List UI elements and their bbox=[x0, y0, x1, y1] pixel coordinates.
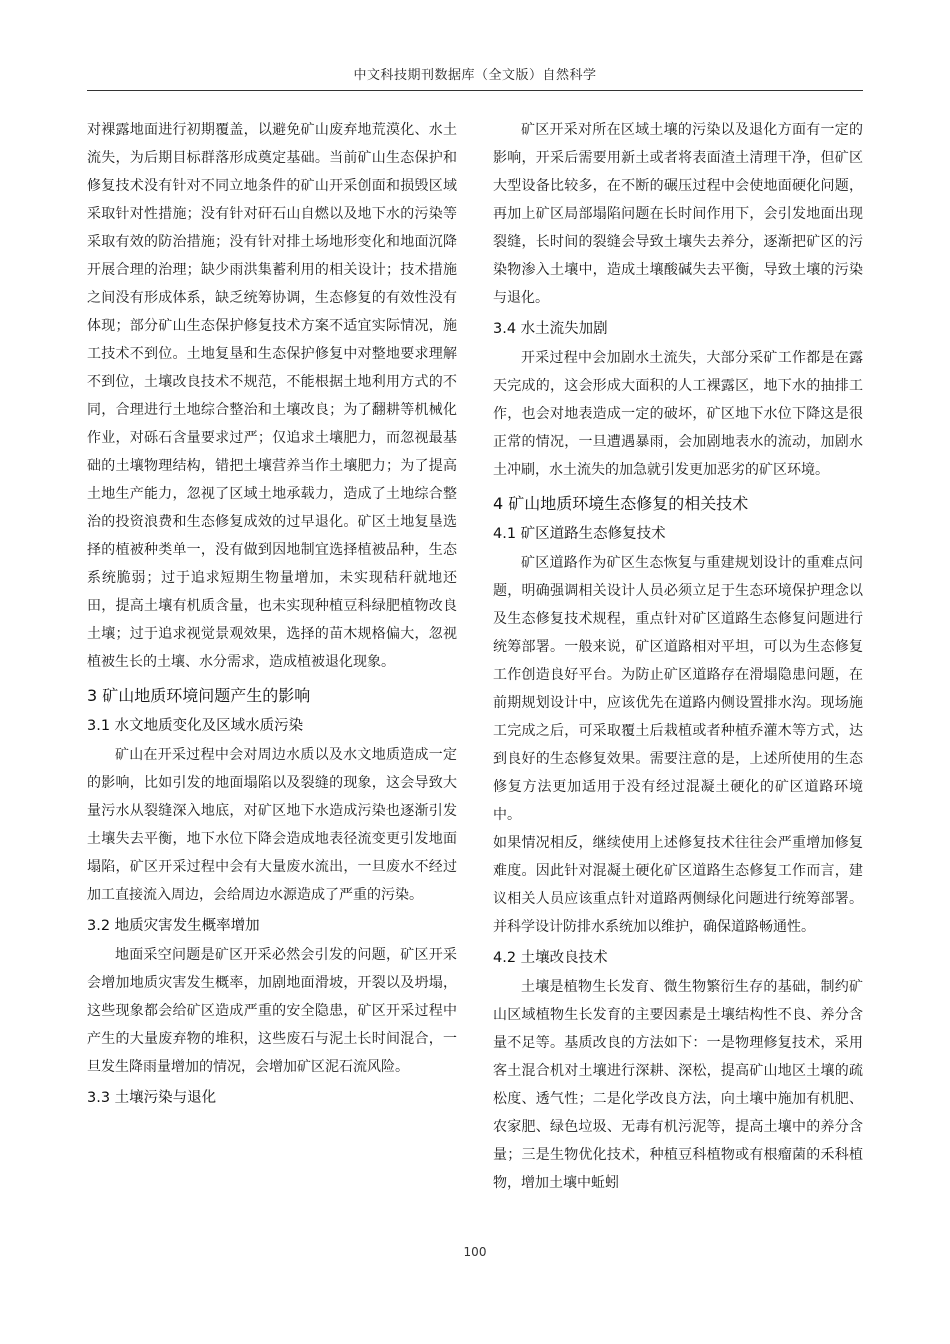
subsection-4-1-heading: 4.1 矿区道路生态修复技术 bbox=[493, 526, 666, 542]
right-column bbox=[493, 116, 863, 1197]
section-4-heading: 4 矿山地质环境生态修复的相关技术 bbox=[493, 494, 749, 513]
subsection-3-3-heading: 3.3 土壤污染与退化 bbox=[87, 1090, 217, 1106]
subsection-4-1-text-b: 如果情况相反，继续使用上述修复技术往往会严重增加修复难度。因此针对混凝土硬化矿区道路生态修复工作而言，建议相关人员应该重点针对道路两侧绿化问题进行统筹部署。并科学设计防排水系统加以维护，确保道路畅通性。 bbox=[493, 835, 863, 935]
subsection-3-2-text: 地面采空问题是矿区开采必然会引发的问题，矿区开采会增加地质灾害发生概率，加剧地面滑坡，开裂以及坍塌，这些现象都会给矿区造成严重的安全隐患，矿区开采过程中产生的大量废弃物的堆积，这些废石与泥土长时间混合，一旦发生降雨量增加的情况，会增加矿区泥石流风险。 bbox=[87, 947, 457, 1075]
page-number: 100 bbox=[463, 1245, 487, 1259]
subsection-3-2-heading: 3.2 地质灾害发生概率增加 bbox=[87, 918, 260, 934]
left-column bbox=[87, 116, 457, 1113]
section-3-heading: 3 矿山地质环境问题产生的影响 bbox=[87, 686, 311, 705]
subsection-3-1-text: 矿山在开采过程中会对周边水质以及水文地质造成一定的影响，比如引发的地面塌陷以及裂缝的现象，这会导致大量污水从裂缝深入地底，对矿区地下水造成污染也逐渐引发土壤失去平衡，地下水位下降会造成地表径流变更引发地面塌陷，矿区开采过程中会有大量废水流出，一旦废水不经过加工直接流入周边，会给周边水源造成了严重的污染。 bbox=[87, 747, 457, 903]
subsection-3-4-text: 开采过程中会加剧水土流失，大部分采矿工作都是在露天完成的，这会形成大面积的人工裸露区，地下水的抽排工作，也会对地表造成一定的破坏，矿区地下水位下降这是很正常的情况，一旦遭遇暴雨，会加剧地表水的流动，加剧水土冲刷，水土流失的加急就引发更加恶劣的矿区环境。 bbox=[493, 350, 863, 478]
subsection-3-1-heading: 3.1 水文地质变化及区域水质污染 bbox=[87, 718, 304, 734]
subsection-4-1-text-a: 矿区道路作为矿区生态恢复与重建规划设计的重难点问题，明确强调相关设计人员必须立足于生态环境保护理念以及生态修复技术规程，重点针对矿区道路生态修复问题进行统筹部署。一般来说，矿区道路相对平坦，可以为生态修复工作创造良好平台。为防止矿区道路存在滑塌隐患问题，在前期规划设计中，应该优先在道路内侧设置排水沟。现场施工完成之后，可采取覆土后栽植或者种植乔灌木等方式，达到良好的生态修复效果。需要注意的是，上述所使用的生态修复方法更加适用于没有经过混凝土硬化的矿区道路环境中。 bbox=[493, 555, 863, 823]
subsection-4-2-heading: 4.2 土壤改良技术 bbox=[493, 950, 608, 966]
header-rule bbox=[87, 90, 863, 91]
subsection-3-4-heading: 3.4 水土流失加剧 bbox=[493, 321, 608, 337]
journal-header: 中文科技期刊数据库（全文版）自然科学 bbox=[353, 68, 597, 83]
subsection-3-3-text: 矿区开采对所在区域土壤的污染以及退化方面有一定的影响，开采后需要用新土或者将表面渣土清理干净，但矿区大型设备比较多，在不断的碾压过程中会使地面硬化问题，再加上矿区局部塌陷问题在长时间作用下，会引发地面出现裂缝，长时间的裂缝会导致土壤失去养分，逐渐把矿区的污染物渗入土壤中，造成土壤酸碱失去平衡，导致土壤的污染与退化。 bbox=[493, 122, 863, 306]
subsection-4-2-text: 土壤是植物生长发育、微生物繁衍生存的基础，制约矿山区域植物生长发育的主要因素是土壤结构性不良、养分含量不足等。基质改良的方法如下：一是物理修复技术，采用客土混合机对土壤进行深耕、深松，提高矿山地区土壤的疏松度、透气性；二是化学改良方法，向土壤中施加有机肥、农家肥、绿色垃圾、无毒有机污泥等，提高土壤中的养分含量；三是生物优化技术，种植豆科植物或有根瘤菌的禾科植物，增加土壤中蚯蚓 bbox=[493, 979, 863, 1191]
paragraph-continuation: 对裸露地面进行初期覆盖，以避免矿山废弃地荒漠化、水土流失，为后期目标群落形成奠定基础。当前矿山生态保护和修复技术没有针对不同立地条件的矿山开采创面和损毁区域采取针对性措施；没有针对矸石山自燃以及地下水的污染等采取有效的防治措施；没有针对排土场地形变化和地面沉降开展合理的治理；缺少雨洪集蓄利用的相关设计；技术措施之间没有形成体系，缺乏统筹协调，生态修复的有效性没有体现；部分矿山生态保护修复技术方案不适宜实际情况，施工技术不到位。土地复垦和生态保护修复中对整地要求理解不到位，土壤改良技术不规范，不能根据土地利用方式的不同，合理进行土地综合整治和土壤改良；为了翻耕等机械化作业，对砾石含量要求过严；仅追求土壤肥力，而忽视最基础的土壤物理结构，错把土壤营养当作土壤肥力；为了提高土地生产能力，忽视了区域土地承载力，造成了土地综合整治的投资浪费和生态修复成效的过早退化。矿区土地复垦选择的植被种类单一，没有做到因地制宜选择植被品种，生态系统脆弱；过于追求短期生物量增加，未实现秸秆就地还田，提高土壤有机质含量，也未实现种植豆科绿肥植物改良土壤；过于追求视觉景观效果，选择的苗木规格偏大，忽视植被生长的土壤、水分需求，造成植被退化现象。 bbox=[87, 122, 457, 670]
